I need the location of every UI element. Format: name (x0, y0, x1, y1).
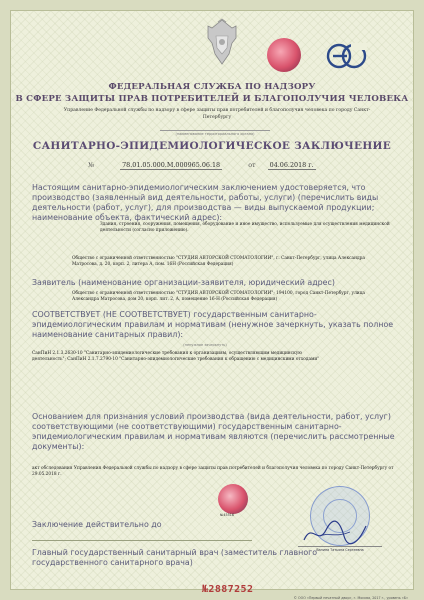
number-label: № (88, 161, 95, 169)
certificate-date: 04.06.2018 г. (269, 161, 314, 169)
hologram-icon (267, 38, 301, 72)
agency-title-line2: В СФЕРЕ ЗАЩИТЫ ПРАВ ПОТРЕБИТЕЛЕЙ И БЛАГОПОЛУЧИЯ ЧЕЛОВЕКА (15, 94, 409, 104)
regional-department: Управление Федеральной службы по надзору в сфере защиты прав потребителей и благополучия человека по городу Санкт-Петербургу (63, 108, 371, 120)
certification-statement: Настоящим санитарно-эпидемиологическим заключением удостоверяется, что производство (заявленный вид деятельности, работы, услуги) (перечислить виды деятельности (работ, услуг), для производства — виды выпускаемой продукции; наименование объекта, фактический адрес): (32, 183, 379, 223)
printer-footer: © ООО «Первый печатный двор», г. Москва, 2017 г., уровень «Б» (293, 596, 408, 600)
compliance-hint: (ненужное зачеркнуть) (183, 343, 227, 347)
object-address: Общество с ограниченной ответственностью "СТУДИЯ АВТОРСКОЙ СТОМАТОЛОГИИ", г. Санкт-Петербург, улица Александра Матросова, д. 20, корп. 2, литера А, пом. 16Н (Российская Федерация) (72, 256, 365, 268)
emblem-icon (203, 18, 241, 68)
foundation-documents: акт обследования Управления Федеральной службы по надзору в сфере защиты прав потребителей и благополучия человека по городу Санкт-Петербургу от 29.05.2018 г. (32, 466, 394, 478)
applicant-label: Заявитель (наименование организации-заявителя, юридический адрес) (32, 278, 335, 287)
date-label: от (248, 161, 256, 169)
department-hint: (наименование территориального органа) (160, 130, 270, 136)
compliance-statement: СООТВЕТСТВУЕТ (НЕ СООТВЕТСТВУЕТ) государственным санитарно-эпидемиологическим правилам и нормативам (ненужное зачеркнуть, указать полное наименование санитарных правил): (32, 310, 394, 340)
chief-doctor-title: Главный государственный санитарный врач (заместитель главного государственного санитарного врача) (32, 548, 318, 568)
document-title: САНИТАРНО-ЭПИДЕМИОЛОГИЧЕСКОЕ ЗАКЛЮЧЕНИЕ (32, 140, 392, 152)
agency-title-line1: ФЕДЕРАЛЬНАЯ СЛУЖБА ПО НАДЗОРУ (108, 82, 316, 92)
sg-logo-icon (325, 43, 367, 69)
validity-label: Заключение действительно до (32, 520, 162, 529)
hologram-sticker-icon (218, 484, 248, 514)
certificate-number-row (88, 161, 388, 170)
certificate-number: 78.01.05.000.М.000965.06.18 (122, 161, 221, 169)
hologram-code: №45516 (220, 513, 234, 517)
signatory-name: Ванина Татьяна Сергеевна (298, 546, 382, 552)
validity-line (32, 540, 252, 541)
signature-icon (300, 518, 370, 548)
serial-number: №2887252 (202, 584, 254, 595)
activity-description: Здания, строения, сооружения, помещения, оборудование и иное имущество, используемые для осуществления медицинской деятельности (согласно приложению). (100, 222, 390, 234)
foundation-statement: Основанием для признания условий производства (вида деятельности, работ, услуг) соответствующими (не соответствующими) государственным санитарно-эпидемиологическим правилам и нормативам являются (перечислить рассмотренные документы): (32, 412, 395, 452)
sanitary-norms: СанПиН 2.1.3.2630-10 "Санитарно-эпидемиологические требования к организациям, осуществляющим медицинскую деятельность"; СанПиН 2.1.7.2790-10 "Санитарно-эпидемиологические требования к обращению с медицинскими отходами" (32, 351, 320, 363)
applicant-details: Общество с ограниченной ответственностью "СТУДИЯ АВТОРСКОЙ СТОМАТОЛОГИИ"; 194100, город Санкт-Петербург, улица Александра Матросова, дом 20, корп. лит. 2, А, помещение 16-Н (Российская Федерация) (72, 291, 365, 303)
